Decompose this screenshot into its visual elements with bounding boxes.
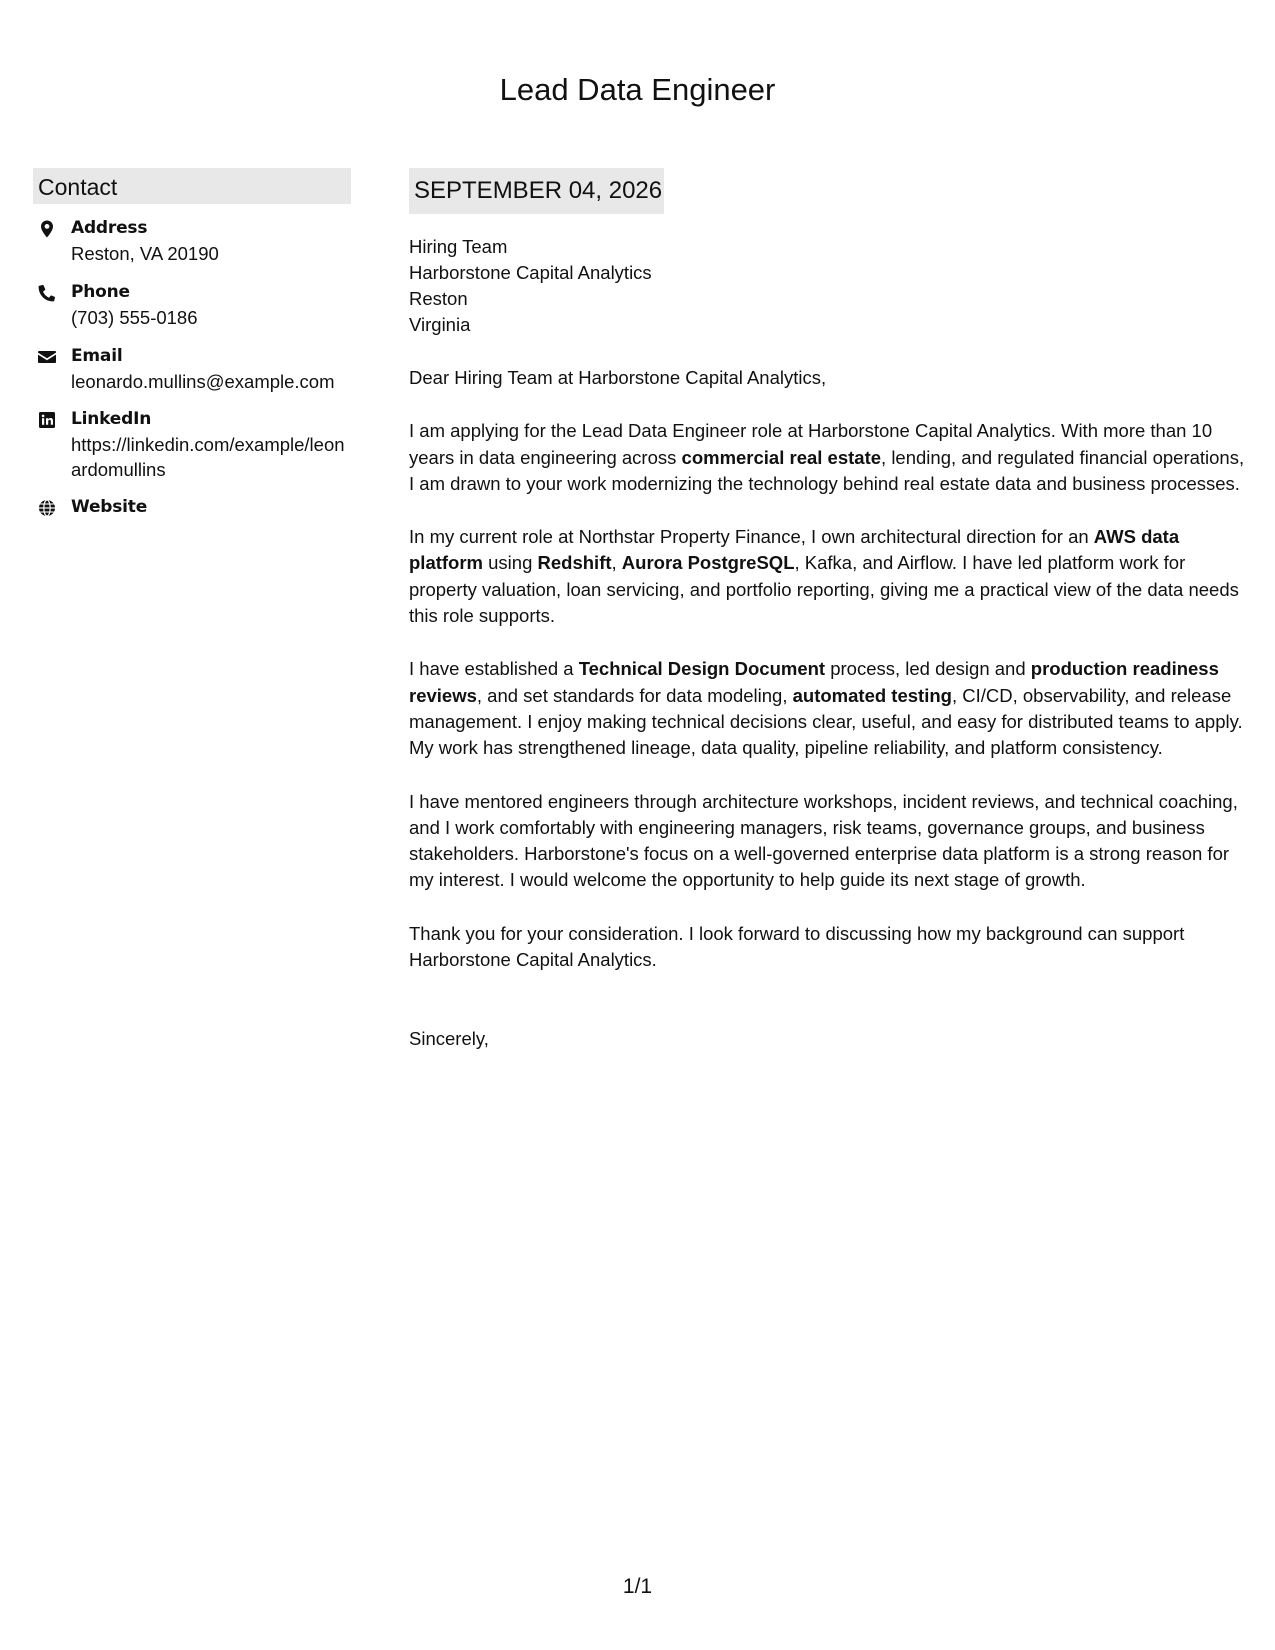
recipient-state: Virginia [409,314,471,335]
contact-label-address: Address [71,218,148,238]
text-run: , Kafka, and Airflow. I have led platform work for property valuation, loan servicing, and portfolio reporting, giving me a practical view of the data needs this role supports. [409,552,1239,627]
text-run: process, led design and [825,658,1031,680]
letter-paragraph [409,656,1253,761]
text-run: I have established a [409,658,579,680]
contact-label-website[interactable]: Website [71,497,148,517]
text-run: , lending, and regulated financial operations, I am drawn to your work modernizing the technology behind real estate data and business processes. [409,446,1245,494]
recipient-block [409,234,1253,338]
bold-phrase: automated testing [792,684,952,706]
recipient-city: Reston [409,288,468,309]
text-run: In my current role at Northstar Property Finance, I own architectural direction for an [409,526,1094,548]
page-title: Lead Data Engineer [499,72,776,107]
bold-phrase: commercial real estate [681,446,882,468]
contact-item-phone [33,280,351,330]
bold-phrase: production readiness reviews [409,658,1219,706]
text-run: , [611,552,622,574]
bold-phrase: Aurora PostgreSQL [621,552,795,574]
text-run: , and set standards for data modeling, [476,684,793,706]
linkedin-icon [37,410,57,430]
contact-label-linkedin: LinkedIn [71,409,152,429]
bold-phrase: Technical Design Document [578,658,826,680]
letter-paragraph [409,524,1253,629]
salutation: Dear Hiring Team at Harborstone Capital Analytics, [409,367,827,388]
letter-date: SEPTEMBER 04, 2026 [409,168,664,214]
text-run: I have mentored engineers through architecture workshops, incident reviews, and technical coaching, and I work comfortably with engineering managers, risk teams, governance groups, and business stakeholders. Harborstone's focus on a well-governed enterprise data platform is a strong reason for my interest. I would welcome the opportunity to help guide its next stage of growth. [409,790,1238,891]
bold-phrase: Redshift [537,552,612,574]
contact-label-phone: Phone [71,282,130,302]
text-run: , CI/CD, observability, and release management. I enjoy making technical decisions clear, useful, and easy for distributed teams to apply. My work has strengthened lineage, data quality, pipeline reliability, and platform consistency. [409,684,1243,759]
letter-paragraph [409,418,1253,497]
contact-item-email [33,344,351,394]
page-number: 1/1 [622,1575,653,1598]
contact-value-address: Reston, VA 20190 [71,243,219,264]
contact-value-linkedin[interactable]: https://linkedin.com/example/leonardomullins [71,434,345,480]
letter-paragraph [409,921,1253,974]
globe-icon [37,498,57,518]
map-pin-icon [37,219,57,239]
contact-value-email[interactable]: leonardo.mullins@example.com [71,371,335,392]
text-run: using [483,552,538,574]
recipient-company: Harborstone Capital Analytics [409,262,652,283]
closing: Sincerely, [409,1028,489,1050]
text-run: I am applying for the Lead Data Engineer role at Harborstone Capital Analytics. With more than 10 years in data engineering across [409,420,1213,468]
bold-phrase: AWS data platform [409,526,1180,574]
contact-header: Contact [33,168,351,204]
contact-label-email: Email [71,346,123,366]
phone-icon [37,283,57,303]
letter-body [409,168,1253,1053]
contact-value-phone: (703) 555-0186 [71,307,198,328]
contact-item-address [33,216,351,266]
contact-item-linkedin [33,407,351,482]
contact-sidebar [33,168,351,520]
recipient-line: Hiring Team [409,236,508,257]
letter-paragraphs [409,418,1253,973]
contact-list [33,216,351,520]
text-run: Thank you for your consideration. I look forward to discussing how my background can support Harborstone Capital Analytics. [409,922,1185,971]
envelope-icon [37,347,57,367]
letter-paragraph [409,789,1253,894]
contact-item-website [33,495,351,520]
